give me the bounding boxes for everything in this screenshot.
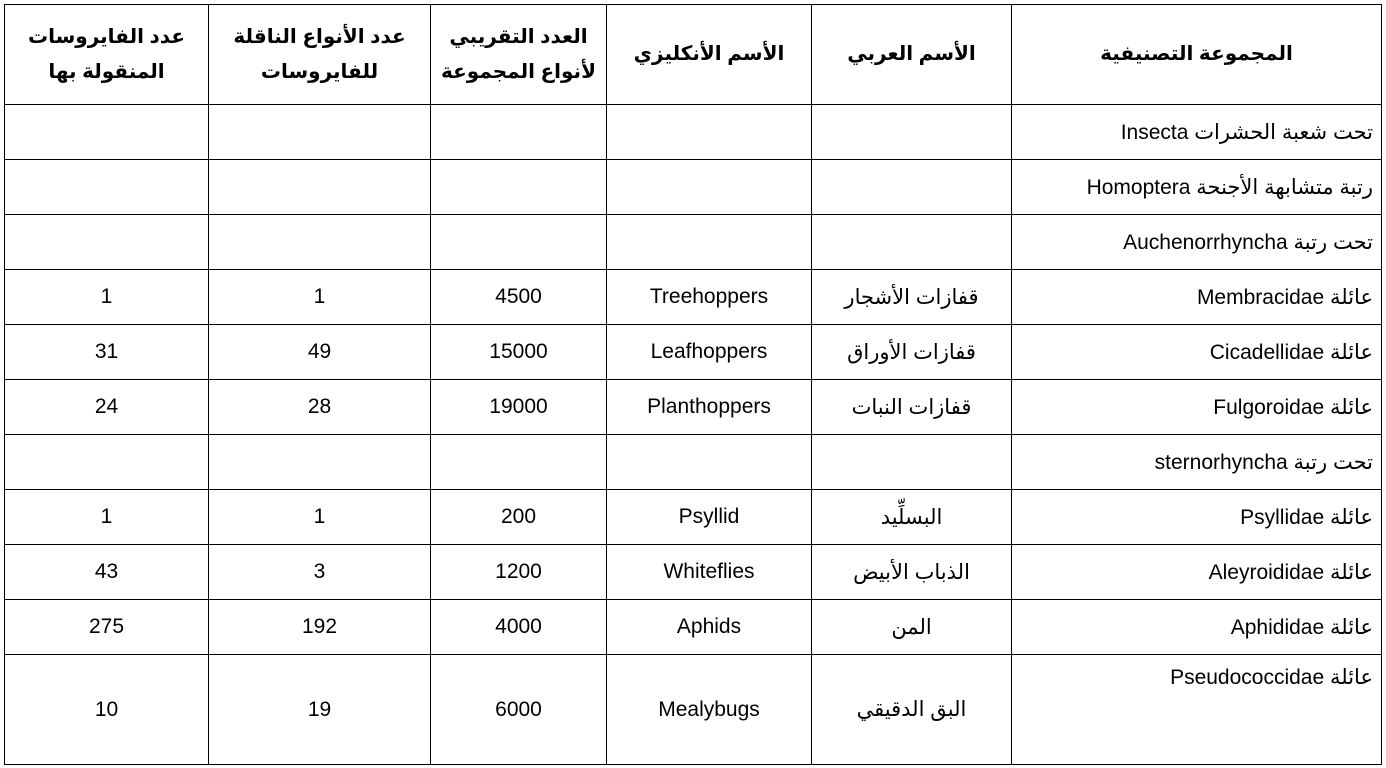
- arabic-name-cell: قفازات الأشجار: [812, 270, 1012, 325]
- viruses-cell: 31: [5, 325, 209, 380]
- virus-vectors-table: [4, 4, 1382, 765]
- family-cell: عائلة Aphididae: [1012, 600, 1382, 655]
- english-name-cell: Planthoppers: [607, 380, 812, 435]
- vector-species-cell: 28: [209, 380, 431, 435]
- table-row: [5, 380, 1382, 435]
- header-vector-species: عدد الأنواع الناقلة للفايروسات: [209, 5, 431, 105]
- viruses-cell: 275: [5, 600, 209, 655]
- arabic-name-cell: الذباب الأبيض: [812, 545, 1012, 600]
- table-row: [5, 600, 1382, 655]
- viruses-cell: 1: [5, 270, 209, 325]
- approx-species-cell: 6000: [431, 655, 607, 765]
- header-group: المجموعة التصنيفية: [1012, 5, 1382, 105]
- vector-species-cell: 3: [209, 545, 431, 600]
- section-row-homoptera: [5, 160, 1382, 215]
- viruses-cell: 24: [5, 380, 209, 435]
- table-row: [5, 655, 1382, 765]
- header-english-name: الأسم الأنكليزي: [607, 5, 812, 105]
- header-viruses: عدد الفايروسات المنقولة بها: [5, 5, 209, 105]
- section-label: تحت رتبة Auchenorrhyncha: [1012, 215, 1382, 270]
- vector-species-cell: 49: [209, 325, 431, 380]
- vector-species-cell: 192: [209, 600, 431, 655]
- family-cell: عائلة Psyllidae: [1012, 490, 1382, 545]
- approx-species-cell: 200: [431, 490, 607, 545]
- viruses-cell: 43: [5, 545, 209, 600]
- section-row-sternorhyncha: [5, 435, 1382, 490]
- family-cell: عائلة Pseudococcidae: [1012, 655, 1382, 765]
- section-row-auchenorrhyncha: [5, 215, 1382, 270]
- approx-species-cell: 4500: [431, 270, 607, 325]
- viruses-cell: 10: [5, 655, 209, 765]
- family-cell: عائلة Cicadellidae: [1012, 325, 1382, 380]
- section-label: تحت شعبة الحشرات Insecta: [1012, 105, 1382, 160]
- approx-species-cell: 19000: [431, 380, 607, 435]
- header-row: [5, 5, 1382, 105]
- vector-species-cell: 1: [209, 490, 431, 545]
- table-row: [5, 545, 1382, 600]
- section-label: تحت رتبة sternorhyncha: [1012, 435, 1382, 490]
- approx-species-cell: 1200: [431, 545, 607, 600]
- english-name-cell: Aphids: [607, 600, 812, 655]
- english-name-cell: Psyllid: [607, 490, 812, 545]
- table-row: [5, 325, 1382, 380]
- family-cell: عائلة Membracidae: [1012, 270, 1382, 325]
- viruses-cell: 1: [5, 490, 209, 545]
- english-name-cell: Whiteflies: [607, 545, 812, 600]
- header-arabic-name: الأسم العربي: [812, 5, 1012, 105]
- arabic-name-cell: قفازات النبات: [812, 380, 1012, 435]
- english-name-cell: Leafhoppers: [607, 325, 812, 380]
- arabic-name-cell: المن: [812, 600, 1012, 655]
- approx-species-cell: 4000: [431, 600, 607, 655]
- english-name-cell: Treehoppers: [607, 270, 812, 325]
- vector-species-cell: 1: [209, 270, 431, 325]
- family-cell: عائلة Fulgoroidae: [1012, 380, 1382, 435]
- table-row: [5, 270, 1382, 325]
- english-name-cell: Mealybugs: [607, 655, 812, 765]
- arabic-name-cell: البق الدقيقي: [812, 655, 1012, 765]
- section-row-insecta: [5, 105, 1382, 160]
- vector-species-cell: 19: [209, 655, 431, 765]
- table-row: [5, 490, 1382, 545]
- family-cell: عائلة Aleyroididae: [1012, 545, 1382, 600]
- arabic-name-cell: البسلِّيد: [812, 490, 1012, 545]
- arabic-name-cell: قفازات الأوراق: [812, 325, 1012, 380]
- approx-species-cell: 15000: [431, 325, 607, 380]
- header-approx-species: العدد التقريبي لأنواع المجموعة: [431, 5, 607, 105]
- section-label: رتبة متشابهة الأجنحة Homoptera: [1012, 160, 1382, 215]
